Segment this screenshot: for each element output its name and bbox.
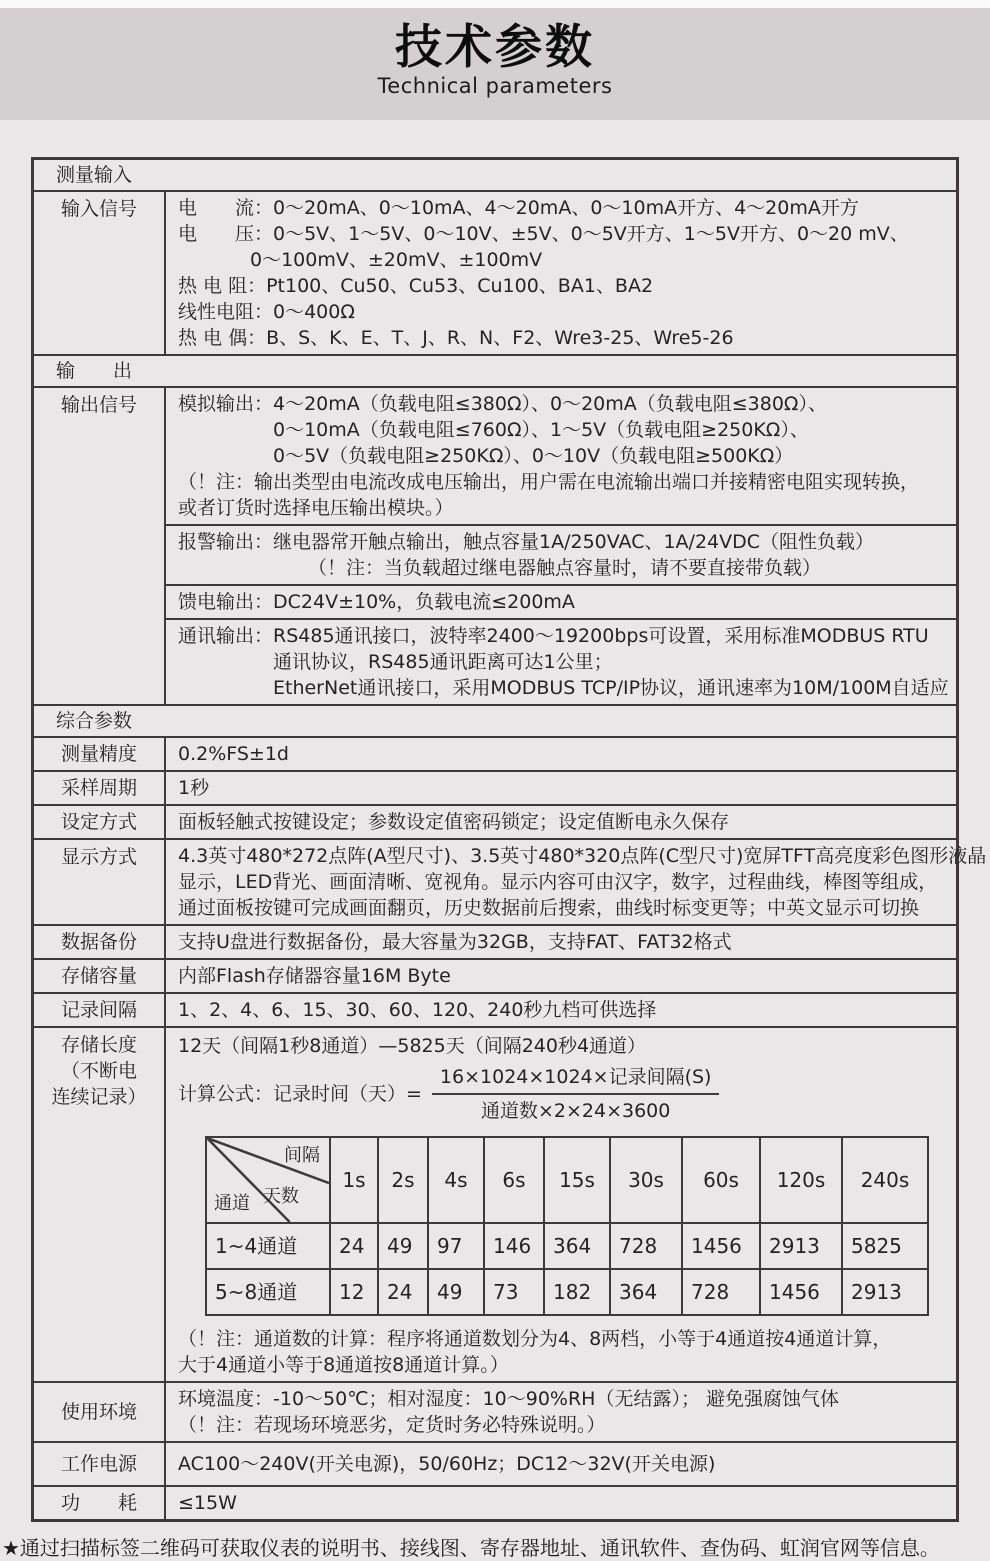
storage-content (166, 1028, 956, 1381)
qr-info-footnote: ★通过扫描标签二维码可获取仪表的说明书、接线图、寄存器地址、通讯软件、查伪码、虹润官网等信息。 (2, 1536, 940, 1560)
interval-header: 6s (484, 1137, 544, 1223)
storage-label-line: （不断电 (60, 1060, 137, 1082)
alarm-output-note: （！注：当负载超过继电器触点容量时，请不要直接带负载） (308, 557, 822, 579)
interval-header: 2s (378, 1137, 428, 1223)
storage-label-line: 存储长度 (60, 1034, 137, 1056)
row-label-accuracy: 测量精度 (34, 738, 166, 770)
days-cell: 24 (330, 1223, 378, 1269)
storage-table-row-1-4 (206, 1223, 928, 1269)
input-signal-line: 0～100mV、±20mV、±100mV (250, 249, 543, 271)
days-cell: 1456 (760, 1269, 842, 1315)
channel-row-label: 5~8通道 (206, 1269, 330, 1315)
comm-output-block (166, 618, 956, 704)
row-output-signal (34, 386, 956, 704)
days-cell: 2913 (760, 1223, 842, 1269)
alarm-output-block (166, 524, 956, 584)
row-display (34, 838, 987, 924)
row-label-consumption: 功 耗 (34, 1487, 166, 1519)
days-cell: 728 (682, 1269, 760, 1315)
row-label-setting: 设定方式 (34, 806, 166, 838)
days-cell: 12 (330, 1269, 378, 1315)
display-line: 通过面板按键可完成画面翻页，历史数据前后搜索，曲线时标变更等；中英文显示可切换 (178, 897, 920, 919)
days-cell: 1456 (682, 1223, 760, 1269)
row-power (34, 1441, 956, 1485)
days-cell: 73 (484, 1269, 544, 1315)
analog-output-note: 或者订货时选择电压输出模块。） (178, 497, 454, 519)
section-row-overall (34, 704, 956, 736)
display-line: 4.3英寸480*272点阵(A型尺寸)、3.5英寸480*320点阵(C型尺寸)宽屏TFT高亮度彩色图形液晶 (178, 845, 987, 867)
comm-output-line: 通讯输出：RS485通讯接口，波特率2400～19200bps可设置，采用标准MODBUS RTU (178, 625, 929, 647)
environment-line: 环境温度：-10～50℃；相对湿度：10～90%RH（无结露）； 避免强腐蚀气体 (178, 1388, 839, 1410)
row-label-record-interval: 记录间隔 (34, 994, 166, 1026)
days-cell: 24 (378, 1269, 428, 1315)
days-cell: 146 (484, 1223, 544, 1269)
output-signal-content (166, 388, 956, 704)
analog-output-line: 模拟输出：4～20mA（负载电阻≤380Ω）、0～20mA（负载电阻≤380Ω）、 (178, 393, 827, 415)
row-label-sampling: 采样周期 (34, 772, 166, 804)
storage-table-corner-cell (206, 1137, 330, 1223)
analog-output-line: 0～10mA（负载电阻≤760Ω）、1～5V（负载电阻≥250KΩ）、 (273, 419, 809, 441)
comm-output-line: 通讯协议，RS485通讯距离可达1公里； (273, 651, 613, 673)
record-interval-value: 1、2、4、6、15、30、60、120、240秒九档可供选择 (178, 999, 657, 1021)
corner-label-days: 天数 (263, 1186, 299, 1207)
input-signal-line: 电 流：0～20mA、0～10mA、4～20mA、0～10mA开方、4～20mA开方 (178, 197, 859, 219)
days-cell: 49 (428, 1269, 484, 1315)
formula-fraction (432, 1064, 720, 1124)
row-label-environment: 使用环境 (34, 1383, 166, 1441)
row-accuracy (34, 736, 956, 770)
interval-header: 120s (760, 1137, 842, 1223)
storage-table-header-row (206, 1137, 928, 1223)
storage-notes (178, 1326, 948, 1378)
input-signal-content (166, 192, 956, 354)
capacity-value: 内部Flash存储器容量16M Byte (178, 965, 451, 987)
consumption-value: ≤15W (178, 1492, 237, 1514)
storage-range: 12天（间隔1秒8通道）—5825天（间隔240秒4通道） (178, 1035, 647, 1057)
row-storage-length (34, 1026, 956, 1381)
display-line: 显示，LED背光、画面清晰、宽视角。显示内容可由汉字，数字，过程曲线，棒图等组成， (178, 871, 938, 893)
row-record-interval (34, 992, 956, 1026)
interval-header: 240s (842, 1137, 928, 1223)
input-signal-line: 线性电阻：0～400Ω (178, 301, 355, 323)
formula-numerator: 16×1024×1024×记录间隔(S) (432, 1064, 720, 1095)
section-title-overall: 综合参数 (56, 710, 133, 732)
days-cell: 728 (610, 1223, 682, 1269)
environment-note: （！注：若现场环境恶劣，定货时务必特殊说明。） (178, 1414, 606, 1436)
interval-header: 60s (682, 1137, 760, 1223)
section-title-measure-input: 测量输入 (56, 164, 133, 186)
storage-table-row-5-8 (206, 1269, 928, 1315)
backup-value: 支持U盘进行数据备份，最大容量为32GB，支持FAT、FAT32格式 (178, 931, 732, 953)
comm-output-line: EtherNet通讯接口，采用MODBUS TCP/IP协议，通讯速率为10M/100M自适应 (273, 677, 949, 699)
row-input-signal (34, 190, 956, 354)
analog-output-note: （！注：输出类型由电流改成电压输出，用户需在电流输出端口并接精密电阻实现转换， (178, 471, 920, 493)
storage-label-line: 连续记录） (51, 1086, 147, 1108)
days-cell: 364 (544, 1223, 610, 1269)
days-cell: 97 (428, 1223, 484, 1269)
days-cell: 364 (610, 1269, 682, 1315)
analog-output-line: 0～5V（负载电阻≥250KΩ）、0～10V（负载电阻≥500KΩ） (273, 445, 794, 467)
channel-row-label: 1~4通道 (206, 1223, 330, 1269)
interval-header: 15s (544, 1137, 610, 1223)
storage-formula (178, 1064, 948, 1124)
row-label-input-signal: 输入信号 (34, 192, 166, 354)
interval-header: 4s (428, 1137, 484, 1223)
input-signal-line: 热 电 偶：B、S、K、E、T、J、R、N、F2、Wre3-25、Wre5-26 (178, 327, 734, 349)
input-signal-line: 电 压：0～5V、1～5V、0～10V、±5V、0～5V开方、1～5V开方、0～20 mV、 (178, 223, 909, 245)
title-band (0, 8, 990, 120)
power-value: AC100～240V(开关电源)，50/60Hz；DC12～32V(开关电源) (178, 1453, 716, 1475)
days-cell: 49 (378, 1223, 428, 1269)
days-cell: 2913 (842, 1269, 928, 1315)
row-environment (34, 1381, 956, 1441)
accuracy-value: 0.2%FS±1d (178, 743, 289, 765)
row-sampling (34, 770, 956, 804)
section-row-output (34, 354, 956, 386)
spec-table (31, 157, 987, 1522)
section-row-measure-input (34, 160, 956, 190)
top-strip (0, 0, 990, 8)
row-label-storage-length (34, 1028, 166, 1381)
days-cell: 5825 (842, 1223, 928, 1269)
alarm-output-line: 报警输出：继电器常开触点输出，触点容量1A/250VAC、1A/24VDC（阻性负载） (178, 531, 875, 553)
page-subtitle: Technical parameters (377, 74, 613, 98)
row-capacity (34, 958, 956, 992)
analog-output-block (166, 388, 956, 524)
interval-header: 30s (610, 1137, 682, 1223)
storage-note-line: （！注：通道数的计算：程序将通道数划分为4、8两档，小等于4通道按4通道计算， (178, 1328, 892, 1350)
row-setting (34, 804, 956, 838)
row-label-capacity: 存储容量 (34, 960, 166, 992)
storage-days-table (205, 1136, 929, 1316)
row-label-display: 显示方式 (34, 840, 166, 924)
corner-label-channel: 通道 (214, 1193, 250, 1214)
days-cell: 182 (544, 1269, 610, 1315)
row-label-output-signal: 输出信号 (34, 388, 166, 704)
setting-value: 面板轻触式按键设定；参数设定值密码锁定；设定值断电永久保存 (178, 811, 730, 833)
sampling-value: 1秒 (178, 777, 210, 799)
storage-note-line: 大于4通道小等于8通道按8通道计算。） (178, 1354, 509, 1376)
formula-denominator: 通道数×2×24×3600 (480, 1100, 671, 1122)
row-consumption (34, 1485, 956, 1519)
formula-prefix: 计算公式：记录时间（天）= (178, 1083, 422, 1105)
row-label-power: 工作电源 (34, 1443, 166, 1485)
row-backup (34, 924, 956, 958)
input-signal-line: 热 电 阻：Pt100、Cu50、Cu53、Cu100、BA1、BA2 (178, 275, 654, 297)
feed-output-block (166, 584, 956, 618)
corner-label-interval: 间隔 (284, 1145, 320, 1166)
page-title: 技术参数 (395, 20, 595, 75)
feed-output-line: 馈电输出：DC24V±10%，负载电流≤200mA (178, 591, 575, 613)
interval-header: 1s (330, 1137, 378, 1223)
section-title-output: 输 出 (56, 360, 133, 382)
row-label-backup: 数据备份 (34, 926, 166, 958)
